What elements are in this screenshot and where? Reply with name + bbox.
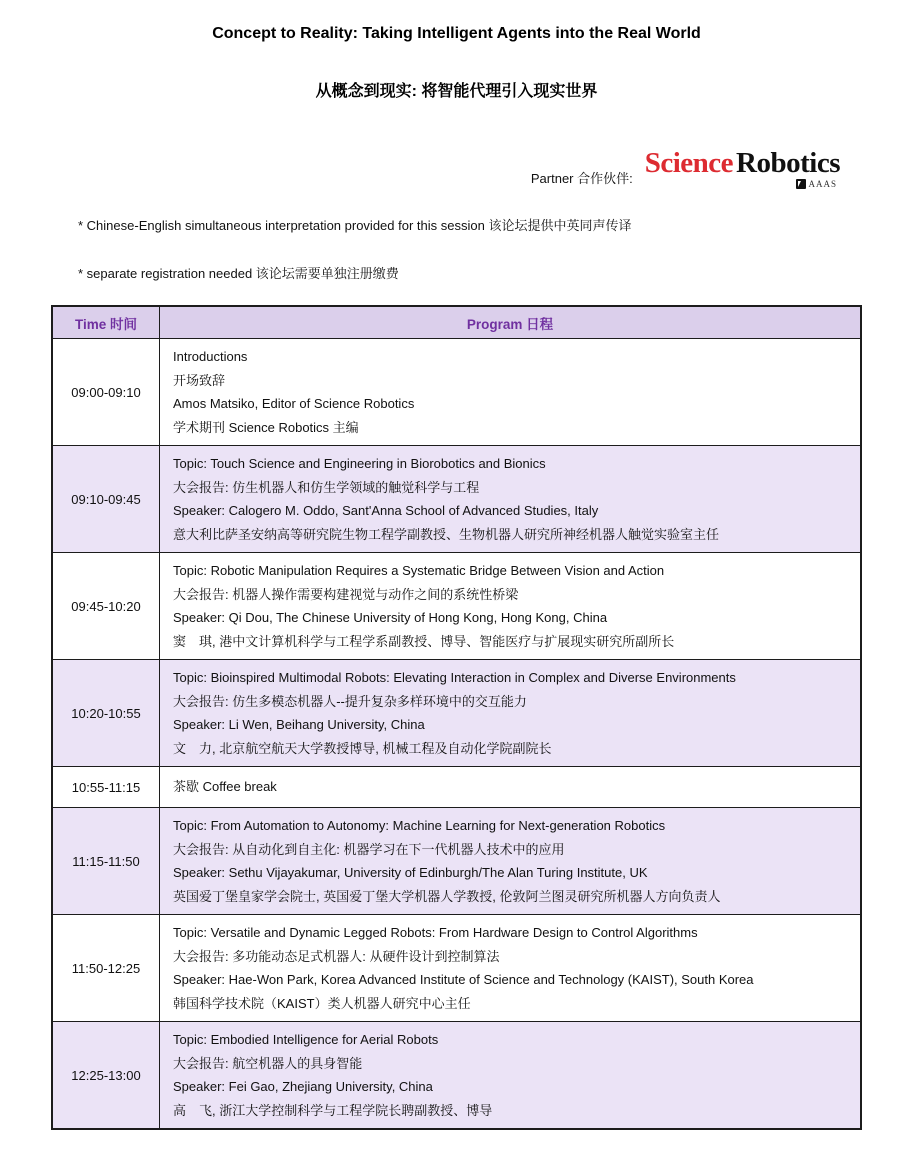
partner-row: [0, 137, 840, 189]
program-line: 意大利比萨圣安纳高等研究院生物工程学副教授、生物机器人研究所神经机器人触觉实验室主任: [173, 526, 720, 542]
program-line: 窦 琪, 港中文计算机科学与工程学系副教授、博导、智能医疗与扩展现实研究所副所长: [173, 633, 675, 649]
aaas-wordmark: AAAS: [808, 179, 837, 189]
program-cell: [160, 767, 860, 807]
note-interpretation: * Chinese-English simultaneous interpretation provided for this session 该论坛提供中英同声传译: [78, 218, 632, 233]
program-line: Speaker: Hae-Won Park, Korea Advanced Institute of Science and Technology (KAIST), South Korea: [173, 972, 754, 987]
time-cell: 10:55-11:15: [53, 767, 160, 807]
program-line: 高 飞, 浙江大学控制科学与工程学院长聘副教授、博导: [173, 1102, 493, 1118]
table-row: [53, 915, 860, 1022]
aaas-flag-icon: [796, 179, 806, 189]
program-line: Speaker: Sethu Vijayakumar, University of Edinburgh/The Alan Turing Institute, UK: [173, 865, 648, 880]
time-cell: 11:15-11:50: [53, 808, 160, 914]
program-line: 大会报告: 多功能动态足式机器人: 从硬件设计到控制算法: [173, 948, 500, 964]
table-row: [53, 808, 860, 915]
program-line: Topic: Bioinspired Multimodal Robots: Elevating Interaction in Complex and Diverse Environments: [173, 670, 736, 685]
science-wordmark: Science: [644, 147, 734, 179]
science-robotics-logo: [645, 148, 840, 189]
program-line: Topic: From Automation to Autonomy: Machine Learning for Next-generation Robotics: [173, 818, 666, 833]
program-cell: [160, 553, 860, 659]
program-cell: [160, 339, 860, 445]
program-cell: [160, 660, 860, 766]
partner-label: Partner 合作伙伴:: [530, 171, 633, 186]
program-line: 学术期刊 Science Robotics 主编: [173, 419, 359, 435]
program-line: Introductions: [173, 349, 248, 364]
program-line: Topic: Versatile and Dynamic Legged Robots: From Hardware Design to Control Algorithms: [173, 925, 698, 940]
time-cell: 10:20-10:55: [53, 660, 160, 766]
program-line: 大会报告: 航空机器人的具身智能: [173, 1055, 363, 1071]
program-table: [51, 305, 862, 1130]
table-header-row: [53, 307, 860, 339]
program-line: 大会报告: 从自动化到自主化: 机器学习在下一代机器人技术中的应用: [173, 841, 565, 857]
program-line: Speaker: Calogero M. Oddo, Sant'Anna School of Advanced Studies, Italy: [173, 503, 599, 518]
program-line: 开场致辞: [173, 372, 226, 388]
table-row: [53, 553, 860, 660]
table-body: [53, 339, 860, 1128]
program-line: Topic: Robotic Manipulation Requires a Systematic Bridge Between Vision and Action: [173, 563, 665, 578]
table-row: [53, 1022, 860, 1128]
time-cell: 09:10-09:45: [53, 446, 160, 552]
program-cell: [160, 446, 860, 552]
time-cell: 12:25-13:00: [53, 1022, 160, 1128]
program-line: 大会报告: 仿生多模态机器人--提升复杂多样环境中的交互能力: [173, 693, 527, 709]
program-line: Speaker: Fei Gao, Zhejiang University, China: [173, 1079, 433, 1094]
page-title-zh: 从概念到现实: 将智能代理引入现实世界: [315, 83, 598, 100]
program-line: 英国爱丁堡皇家学会院士, 英国爱丁堡大学机器人学教授, 伦敦阿兰图灵研究所机器人方向负责人: [173, 888, 721, 904]
program-line: 大会报告: 仿生机器人和仿生学领域的触觉科学与工程: [173, 479, 480, 495]
program-line: 大会报告: 机器人操作需要构建视觉与动作之间的系统性桥梁: [173, 586, 519, 602]
note-registration: * separate registration needed 该论坛需要单独注册缴费: [78, 266, 399, 281]
program-line: Topic: Embodied Intelligence for Aerial Robots: [173, 1032, 439, 1047]
program-line: Speaker: Qi Dou, The Chinese University of Hong Kong, Hong Kong, China: [173, 610, 608, 625]
robotics-wordmark: Robotics: [736, 147, 840, 179]
time-cell: 11:50-12:25: [53, 915, 160, 1021]
aaas-logo: [645, 179, 840, 189]
program-line: 文 力, 北京航空航天大学教授博导, 机械工程及自动化学院副院长: [173, 740, 552, 756]
program-line: Speaker: Li Wen, Beihang University, China: [173, 717, 425, 732]
table-row: [53, 660, 860, 767]
program-line: 韩国科学技术院（KAIST）类人机器人研究中心主任: [173, 995, 471, 1011]
program-cell: [160, 1022, 860, 1128]
time-cell: 09:45-10:20: [53, 553, 160, 659]
program-line: 茶歇 Coffee break: [173, 779, 277, 795]
page-title-en: Concept to Reality: Taking Intelligent Agents into the Real World: [212, 25, 701, 42]
time-cell: 09:00-09:10: [53, 339, 160, 445]
table-row: [53, 767, 860, 808]
table-row: [53, 339, 860, 446]
table-row: [53, 446, 860, 553]
time-column-header: Time 时间: [53, 307, 160, 338]
program-cell: [160, 915, 860, 1021]
program-line: Amos Matsiko, Editor of Science Robotics: [173, 396, 415, 411]
science-robotics-wordmark: [645, 148, 840, 178]
program-line: Topic: Touch Science and Engineering in Biorobotics and Bionics: [173, 456, 546, 471]
program-cell: [160, 808, 860, 914]
program-column-header: Program 日程: [466, 316, 554, 332]
